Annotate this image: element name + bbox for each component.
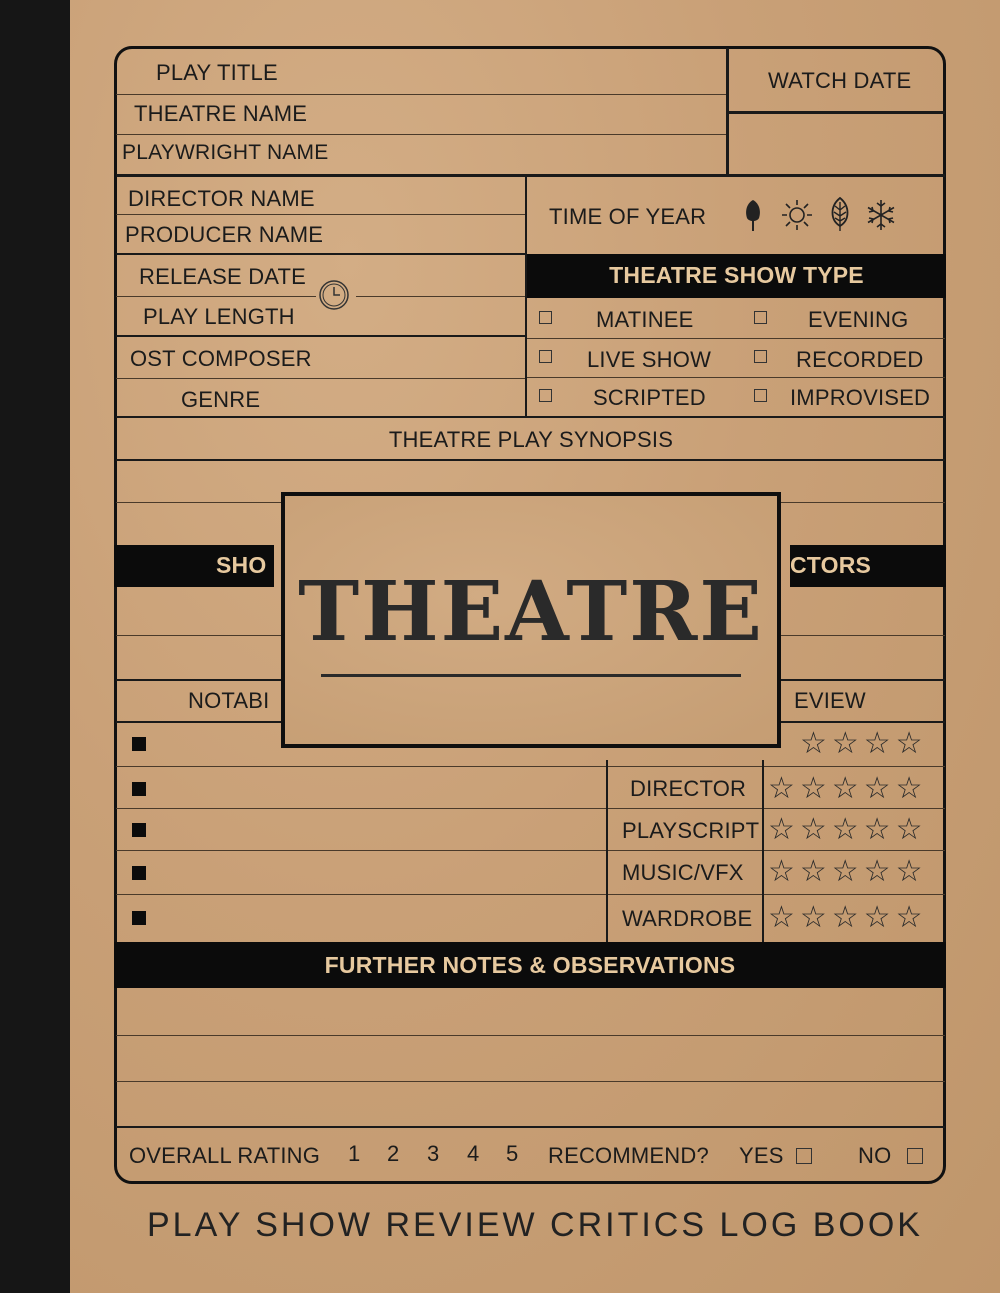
notable-fragment: NOTABI: [188, 688, 270, 713]
divider: [116, 94, 726, 95]
bullet-square: [132, 782, 146, 796]
divider: [116, 335, 525, 337]
divider: [116, 174, 945, 177]
rating-number-2[interactable]: 2: [387, 1141, 400, 1166]
evening-checkbox[interactable]: [754, 311, 767, 324]
playscript-rating-label: PLAYSCRIPT: [622, 818, 760, 843]
recorded-checkbox[interactable]: [754, 350, 767, 363]
divider: [606, 760, 608, 942]
producer-name-label: PRODUCER NAME: [125, 222, 324, 247]
live-show-checkbox[interactable]: [539, 350, 552, 363]
title-underline: [321, 674, 741, 677]
wardrobe-star-rating[interactable]: ☆☆☆☆☆: [768, 901, 928, 934]
review-fragment: EVIEW: [794, 688, 866, 713]
divider: [116, 214, 525, 215]
ost-composer-label: OST COMPOSER: [130, 346, 312, 371]
rating-number-5[interactable]: 5: [506, 1141, 519, 1166]
divider: [527, 377, 945, 378]
clock-icon: [318, 279, 350, 316]
director-rating-label: DIRECTOR: [630, 776, 747, 801]
divider: [762, 760, 764, 942]
divider: [116, 416, 945, 418]
further-notes-header: FURTHER NOTES & OBSERVATIONS: [324, 952, 736, 978]
yes-label: YES: [739, 1143, 784, 1168]
bullet-square: [132, 866, 146, 880]
wardrobe-rating-label: WARDROBE: [622, 906, 753, 931]
playscript-star-rating[interactable]: ☆☆☆☆☆: [768, 813, 928, 846]
play-title-label: PLAY TITLE: [156, 60, 278, 85]
star-rating-row[interactable]: ☆☆☆☆: [800, 727, 928, 760]
divider: [116, 850, 945, 851]
sun-icon: [780, 198, 814, 237]
release-date-label: RELEASE DATE: [139, 264, 307, 289]
live-show-label: LIVE SHOW: [587, 347, 712, 372]
divider: [356, 296, 525, 297]
tulip-icon: [740, 198, 766, 237]
notes-line: [116, 1035, 945, 1036]
divider: [116, 253, 525, 255]
actors-header-fragment-left: SHO​: [216, 552, 267, 578]
book-subtitle: PLAY SHOW REVIEW CRITICS LOG BOOK: [147, 1206, 923, 1244]
divider: [116, 459, 945, 461]
playwright-name-label: PLAYWRIGHT NAME: [122, 141, 329, 164]
divider: [116, 766, 945, 767]
play-length-label: PLAY LENGTH: [143, 304, 295, 329]
divider: [116, 894, 945, 895]
director-star-rating[interactable]: ☆☆☆☆☆: [768, 772, 928, 805]
rating-number-1[interactable]: 1: [348, 1141, 361, 1166]
time-of-year-label: TIME OF YEAR: [549, 204, 707, 229]
book-title: THEATRE: [298, 564, 764, 660]
rating-number-4[interactable]: 4: [467, 1141, 480, 1166]
actors-header-fragment-right: CTORS: [790, 552, 872, 578]
leaf-icon: [826, 196, 854, 237]
improvised-label: IMPROVISED: [790, 385, 931, 410]
divider: [116, 1126, 945, 1128]
divider: [527, 338, 945, 339]
genre-label: GENRE: [181, 387, 261, 412]
show-type-header: THEATRE SHOW TYPE: [609, 262, 864, 288]
matinee-label: MATINEE: [596, 307, 694, 332]
evening-label: EVENING: [808, 307, 909, 332]
no-checkbox[interactable]: [907, 1148, 923, 1164]
music-vfx-star-rating[interactable]: ☆☆☆☆☆: [768, 855, 928, 888]
divider: [116, 808, 945, 809]
recorded-label: RECORDED: [796, 347, 924, 372]
scripted-label: SCRIPTED: [593, 385, 706, 410]
rating-number-3[interactable]: 3: [427, 1141, 440, 1166]
bullet-square: [132, 823, 146, 837]
recommend-label: RECOMMEND?: [548, 1143, 709, 1168]
music-vfx-rating-label: MUSIC/VFX: [622, 860, 744, 885]
synopsis-header: THEATRE PLAY SYNOPSIS: [388, 427, 674, 452]
title-badge: [281, 492, 781, 748]
yes-checkbox[interactable]: [796, 1148, 812, 1164]
watch-date-label: WATCH DATE: [768, 68, 912, 93]
overall-rating-label: OVERALL RATING: [129, 1143, 321, 1168]
divider: [116, 296, 316, 297]
snowflake-icon: [864, 198, 898, 237]
notes-line: [116, 1081, 945, 1082]
theatre-name-label: THEATRE NAME: [134, 101, 308, 126]
improvised-checkbox[interactable]: [754, 389, 767, 402]
bullet-square: [132, 911, 146, 925]
director-name-label: DIRECTOR NAME: [128, 186, 315, 211]
scripted-checkbox[interactable]: [539, 389, 552, 402]
bullet-square: [132, 737, 146, 751]
no-label: NO: [858, 1143, 892, 1168]
matinee-checkbox[interactable]: [539, 311, 552, 324]
divider: [116, 134, 726, 135]
divider: [729, 111, 945, 114]
divider: [116, 378, 525, 379]
book-spine: [0, 0, 70, 1293]
